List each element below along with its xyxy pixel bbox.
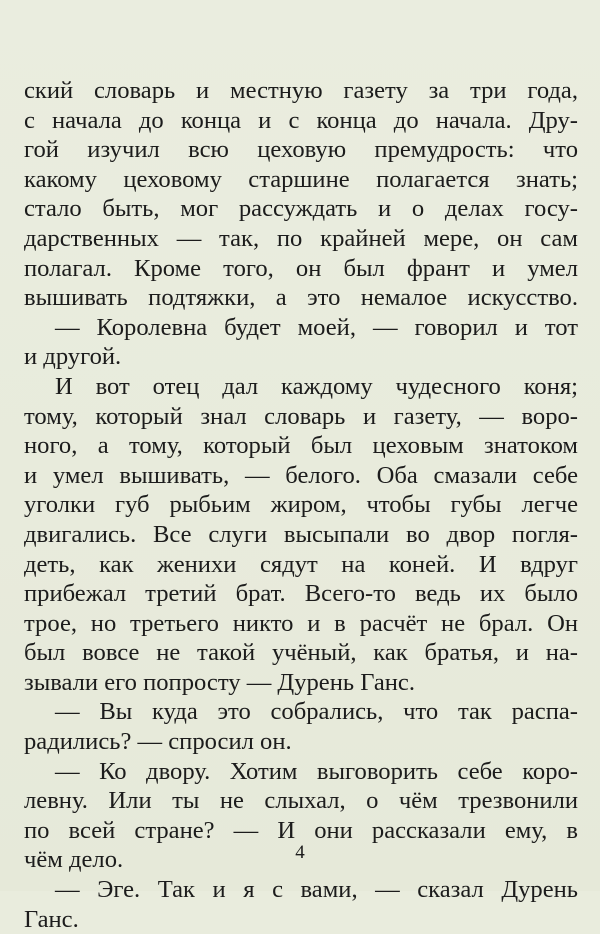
text-line-paragraph-start: — Вы куда это собрались, что так распа- [55,698,578,726]
text-line-paragraph-end: Ганс. [24,905,79,933]
text-line: левну. Или ты не слыхал, о чём трезвонили [24,787,578,815]
text-line-paragraph-start: — Королевна будет моей, — говорил и тот [55,313,578,341]
text-line: гой изучил всю цеховую премудрость: что [24,136,578,164]
text-line: ного, а тому, который был цеховым знатоком [24,432,578,460]
text-line: полагал. Кроме того, он был франт и умел [24,254,578,282]
text-line-paragraph-end: чём дело. [24,846,124,874]
text-line-paragraph-end: и другой. [24,343,122,371]
text-line: и умел вышивать, — белого. Оба смазали себе [24,461,578,489]
text-line: тому, который знал словарь и газету, — воро- [24,402,578,430]
text-line: трое, но третьего никто и в расчёт не брал. Он [24,609,578,637]
text-line: какому цеховому старшине полагается знать; [24,165,578,193]
text-line-paragraph-start: И вот отец дал каждому чудесного коня; [55,372,578,400]
text-line: вышивать подтяжки, а это немалое искусство. [24,284,578,312]
text-line: с начала до конца и с конца до начала. Дру- [24,106,578,134]
text-line: двигались. Все слуги высыпали во двор погля- [24,520,578,548]
text-line: прибежал третий брат. Всего-то ведь их было [24,580,578,608]
text-line: дарственных — так, по крайней мере, он сам [24,224,578,252]
text-line: по всей стране? — И они рассказали ему, в [24,816,578,844]
text-line: уголки губ рыбьим жиром, чтобы губы легче [24,491,578,519]
text-line: был вовсе не такой учёный, как братья, и на- [24,639,578,667]
text-line-paragraph-start: — Эге. Так и я с вами, — сказал Дурень [55,876,578,904]
text-line: ский словарь и местную газету за три года, [24,77,578,104]
text-line: стало быть, мог рассуждать и о делах госу- [24,195,578,223]
text-line: деть, как женихи сядут на коней. И вдруг [24,550,578,578]
text-line-paragraph-end: зывали его попросту — Дурень Ганс. [24,668,415,696]
page-number: 4 [295,842,305,863]
body-text [24,76,578,934]
text-line-paragraph-start: — Ко двору. Хотим выговорить себе коро- [55,757,578,785]
text-line-paragraph-end: радились? — спросил он. [24,728,292,756]
